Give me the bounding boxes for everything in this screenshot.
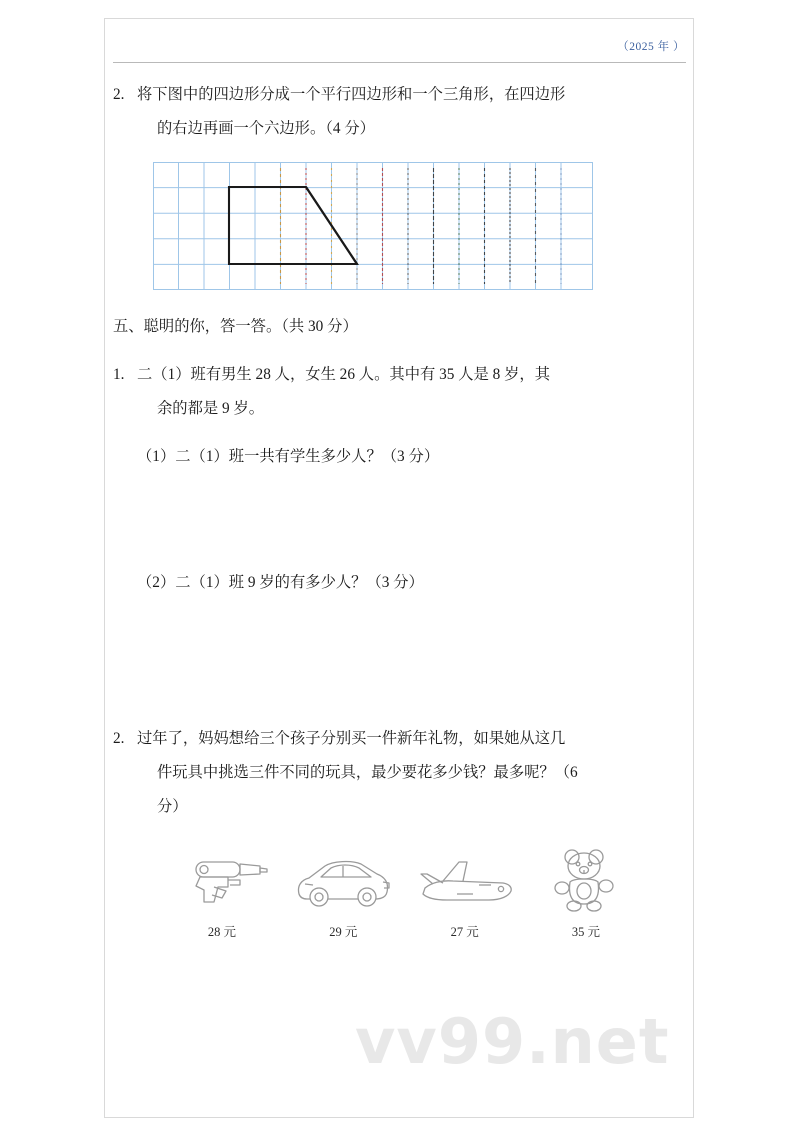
question-2-line3: 分） bbox=[157, 798, 188, 815]
question-2-line1: 过年了，妈妈想给三个孩子分别买一件新年礼物，如果她从这几 bbox=[137, 730, 566, 747]
toy-price: 35 元 bbox=[571, 925, 601, 939]
question-1 bbox=[113, 358, 687, 426]
question-1-line2: 余的都是 9 岁。 bbox=[157, 400, 265, 417]
page-content bbox=[113, 78, 687, 940]
toy-car-icon bbox=[284, 842, 402, 912]
question-1-line1: 二（1）班有男生 28 人，女生 26 人。其中有 35 人是 8 岁，其 bbox=[137, 366, 551, 383]
watermark: vv99.net bbox=[355, 1005, 670, 1078]
question-1-sub-2: （2）二（1）班 9 岁的有多少人？（3 分） bbox=[137, 574, 424, 591]
toy-price: 28 元 bbox=[207, 925, 237, 939]
grid-svg bbox=[153, 162, 593, 290]
header-year-label: （2025 年 ） bbox=[617, 41, 685, 53]
toy-item bbox=[163, 842, 281, 940]
header-divider bbox=[113, 62, 686, 63]
toy-item bbox=[527, 842, 645, 940]
question-2-line2: 件玩具中挑选三件不同的玩具，最少要花多少钱？最多呢？（6 bbox=[157, 764, 578, 781]
question-2 bbox=[113, 722, 687, 824]
toy-item bbox=[284, 842, 402, 940]
water-gun-icon bbox=[163, 842, 281, 912]
question-2-top-line1: 将下图中的四边形分成一个平行四边形和一个三角形，在四边形 bbox=[137, 86, 566, 103]
question-1-number: 1. bbox=[113, 366, 125, 383]
question-2-top-line2: 的右边再画一个六边形。（4 分） bbox=[157, 120, 375, 137]
toys-row bbox=[113, 842, 687, 940]
section-5-title: 五、聪明的你，答一答。（共 30 分） bbox=[113, 318, 358, 335]
question-1-sub-1: （1）二（1）班一共有学生多少人？（3 分） bbox=[137, 448, 440, 465]
airplane-icon bbox=[406, 842, 524, 912]
question-2-top-number: 2. bbox=[113, 86, 125, 103]
question-2-number: 2. bbox=[113, 730, 125, 747]
toy-price: 27 元 bbox=[450, 925, 479, 939]
geometry-grid-figure bbox=[153, 162, 593, 290]
toy-price: 29 元 bbox=[329, 925, 358, 939]
toy-item bbox=[406, 842, 524, 940]
teddy-bear-icon bbox=[527, 842, 645, 912]
question-2-top bbox=[113, 78, 687, 146]
